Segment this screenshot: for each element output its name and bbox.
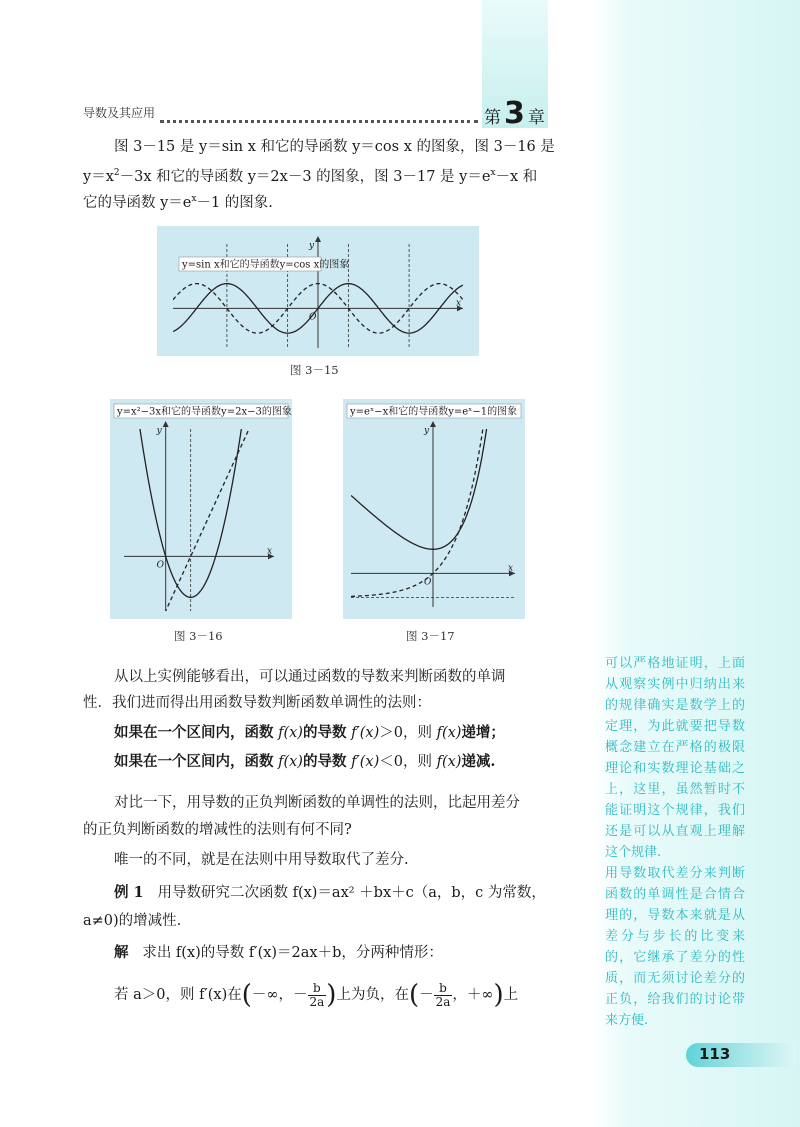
series-line-1 xyxy=(124,399,274,619)
y-axis-label: y xyxy=(309,241,315,251)
chart-title: y=sin x和它的导函数y=cos x的图象 xyxy=(182,259,350,271)
origin-label: O xyxy=(424,577,432,588)
figure-3-17 xyxy=(343,399,525,619)
example-1-line-1: 例 1 用导数研究二次函数 f(x)＝ax² ＋bx＋c（a，b，c 为常数， xyxy=(114,884,546,901)
y-axis-arrow xyxy=(163,421,169,427)
solution-line: 解 求出 f(x)的导数 f′(x)＝2ax＋b，分两种情形： xyxy=(114,944,443,961)
sidebar-note-1: 可以严格地证明，上面从观察实例中归纳出来的规律确实是数学上的定理，为此就要把导数概念建立在严格的极限理论和实数理论基础之上，这里，虽然暂时不能证明这个规律，我们还是可以从直观上理解这个规律. xyxy=(605,656,745,860)
sin-cos-chart xyxy=(157,226,479,356)
paragraph-1-line-2: 性．我们进而得出用函数导数判断函数单调性的法则： xyxy=(83,695,431,711)
origin-label: O xyxy=(156,560,165,571)
chart-title: y=x²−3x和它的导函数y=2x−3的图象 xyxy=(117,406,292,418)
paragraph-2-line-2: 的正负判断函数的增减性的法则有何不同? xyxy=(83,822,352,838)
series-line-0 xyxy=(124,399,274,597)
figure-3-17-caption: 图 3－17 xyxy=(406,629,455,643)
y-axis-label: y xyxy=(424,426,430,436)
figure-3-16 xyxy=(110,399,292,619)
y-axis-arrow xyxy=(315,236,321,242)
paragraph-1-line-1: 从以上实例能够看出，可以通过函数的导数来判断函数的单调 xyxy=(114,669,506,685)
running-head-leader-dots xyxy=(160,108,478,123)
example-label: 例 1 xyxy=(114,884,144,901)
chapter-suffix: 章 xyxy=(527,108,545,128)
intro-line-1: 图 3－15 是 y＝sin x 和它的导函数 y＝cos x 的图象，图 3－16 是 xyxy=(114,139,555,155)
chart-title: y=eˣ−x和它的导函数y=eˣ−1的图象 xyxy=(350,406,518,418)
quadratic-chart xyxy=(110,399,292,619)
running-head-section-title: 导数及其应用 xyxy=(83,106,156,120)
figure-3-15-caption: 图 3－15 xyxy=(290,363,339,377)
x-axis-label: x xyxy=(267,546,273,557)
intro-line-3: 它的导函数 $y=e^x-1$ 的图象. xyxy=(83,194,273,211)
x-axis-label: x xyxy=(456,298,462,309)
figure-3-16-caption: 图 3－16 xyxy=(174,629,223,643)
sidebar-note-2: 用导数取代差分来判断函数的单调性是合情合理的，导数本来就是从差分与步长的比变来的，它继承了差分的性质，而无须讨论差分的正负，给我们的讨论带来方便. xyxy=(605,866,745,1028)
paragraph-3: 唯一的不同，就是在法则中用导数取代了差分. xyxy=(114,852,409,868)
paragraph-2-line-1: 对比一下，用导数的正负判断函数的单调性的法则，比起用差分 xyxy=(114,795,520,811)
y-axis-label: y xyxy=(156,426,162,436)
x-axis-label: x xyxy=(508,563,514,574)
intro-line-2: $y=x^2-3x$ 和它的导函数 y＝2x－3 的图象，图 3－17 是 $y=e^x-x$ 和 xyxy=(83,168,538,185)
solution-label: 解 xyxy=(114,944,129,961)
case-line: 若 a＞0，则 f′(x)在(－∞，－ $\frac{b}{2a}$ )上为负，在(－ $\frac{b}{2a}$ ，＋∞)上 xyxy=(114,980,519,1010)
chapter-prefix: 第 xyxy=(484,108,501,128)
chapter-label xyxy=(484,96,545,131)
origin-label: O xyxy=(309,312,317,323)
rule-decreasing: 如果在一个区间内，函数 f(x)的导数 f′(x)＜0，则 f(x)递减. xyxy=(114,753,496,770)
figure-3-15 xyxy=(157,226,479,356)
example-1-line-2: a≠0)的增减性. xyxy=(83,913,182,929)
y-axis-arrow xyxy=(430,421,436,427)
exponential-chart xyxy=(343,399,525,619)
chapter-number: 3 xyxy=(504,96,525,131)
rule-increasing: 如果在一个区间内，函数 f(x)的导数 f′(x)＞0，则 f(x)递增； xyxy=(114,724,505,741)
page-number: 113 xyxy=(699,1045,731,1063)
